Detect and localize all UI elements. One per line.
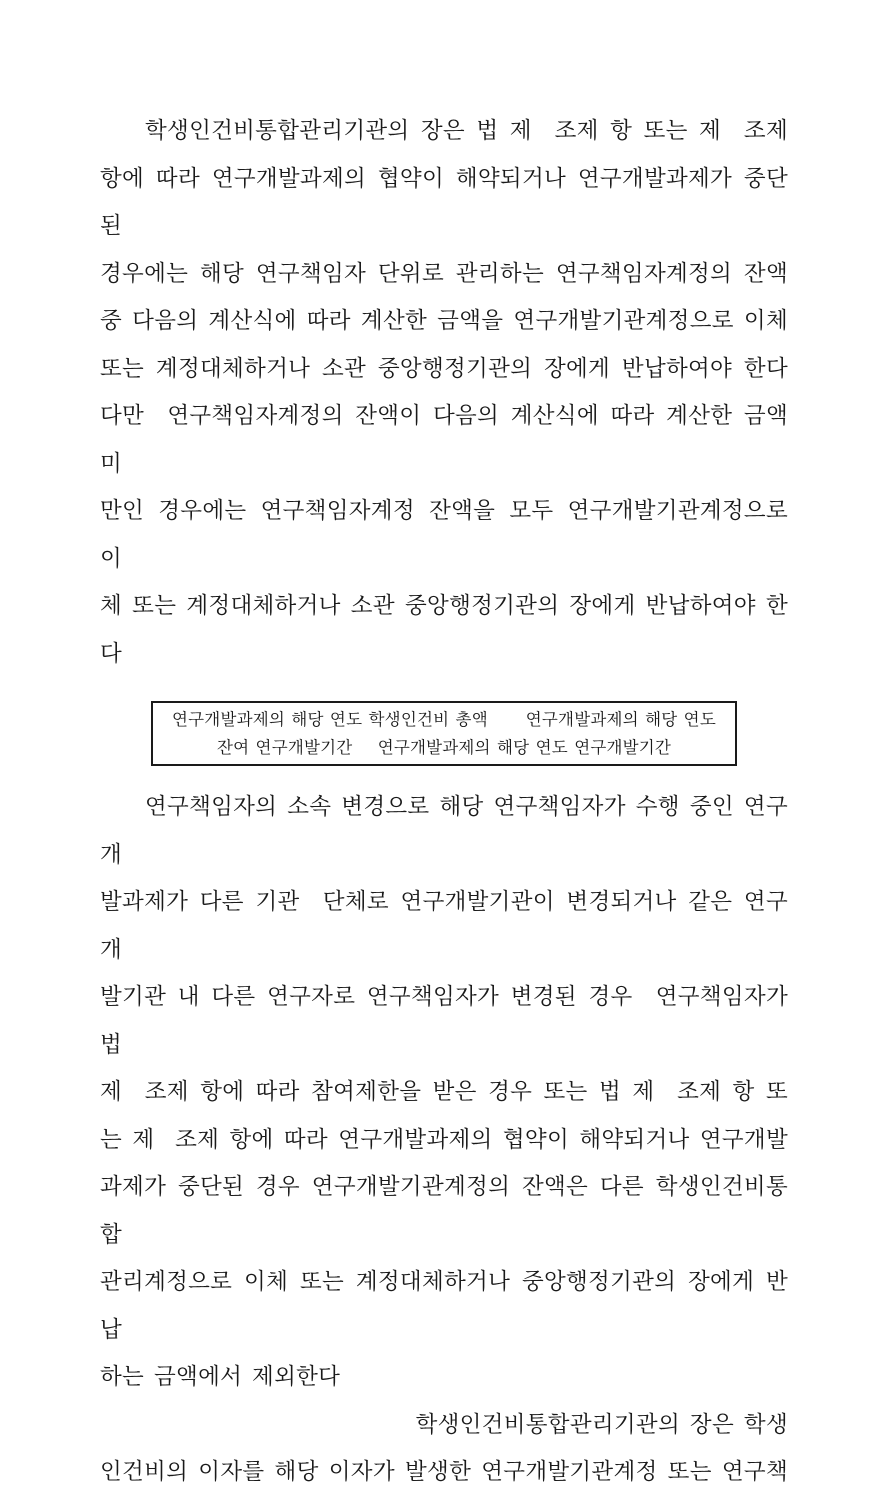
text-line: 다 [100, 640, 123, 666]
paragraph-1 [100, 107, 788, 677]
text-line: 학생인건비통합관리기관의 장은 법 제 조제 항 또는 제 조제 [145, 118, 788, 143]
paragraph-2 [100, 783, 788, 1401]
text-line: 중 다음의 계산식에 따라 계산한 금액을 연구개발기관계정으로 이체 [100, 308, 788, 333]
text-line: 인건비의 이자를 해당 이자가 발생한 연구개발기관계정 또는 연구책 [100, 1459, 788, 1484]
text-line: 제 조제 항에 따라 참여제한을 받은 경우 또는 법 제 조제 항 또 [100, 1079, 788, 1104]
text-line: 경우에는 해당 연구책임자 단위로 관리하는 연구책임자계정의 잔액 [100, 260, 788, 286]
formula-box [151, 701, 737, 766]
text-line: 항에 따라 연구개발과제의 협약이 해약되거나 연구개발과제가 중단된 [100, 165, 788, 238]
text-line: 하는 금액에서 제외한다 [100, 1364, 341, 1389]
text-line: 학생인건비통합관리기관의 장은 학생 [415, 1411, 788, 1437]
formula-line-1: 연구개발과제의 해당 연도 학생인건비 총액 연구개발과제의 해당 연도 [172, 710, 716, 729]
text-line: 다만 연구책임자계정의 잔액이 다음의 계산식에 따라 계산한 금액 미 [100, 403, 788, 476]
paragraph-3 [100, 1401, 788, 1496]
body-text [100, 107, 788, 1496]
text-line: 과제가 중단된 경우 연구개발기관계정의 잔액은 다른 학생인건비통합 [100, 1174, 788, 1247]
text-line: 관리계정으로 이체 또는 계정대체하거나 중앙행정기관의 장에게 반납 [100, 1269, 788, 1342]
text-line: 만인 경우에는 연구책임자계정 잔액을 모두 연구개발기관계정으로 이 [100, 498, 788, 571]
text-line: 또는 계정대체하거나 소관 중앙행정기관의 장에게 반납하여야 한다 [100, 355, 788, 381]
text-line: 발과제가 다른 기관 단체로 연구개발기관이 변경되거나 같은 연구개 [100, 889, 788, 962]
text-line: 는 제 조제 항에 따라 연구개발과제의 협약이 해약되거나 연구개발 [100, 1126, 788, 1152]
formula-line-2: 잔여 연구개발기간 연구개발과제의 해당 연도 연구개발기간 [216, 738, 672, 757]
text-line: 체 또는 계정대체하거나 소관 중앙행정기관의 장에게 반납하여야 한 [100, 593, 788, 618]
text-line: 발기관 내 다른 연구자로 연구책임자가 변경된 경우 연구책임자가 법 [100, 984, 788, 1057]
text-line: 연구책임자의 소속 변경으로 해당 연구책임자가 수행 중인 연구개 [100, 794, 788, 867]
